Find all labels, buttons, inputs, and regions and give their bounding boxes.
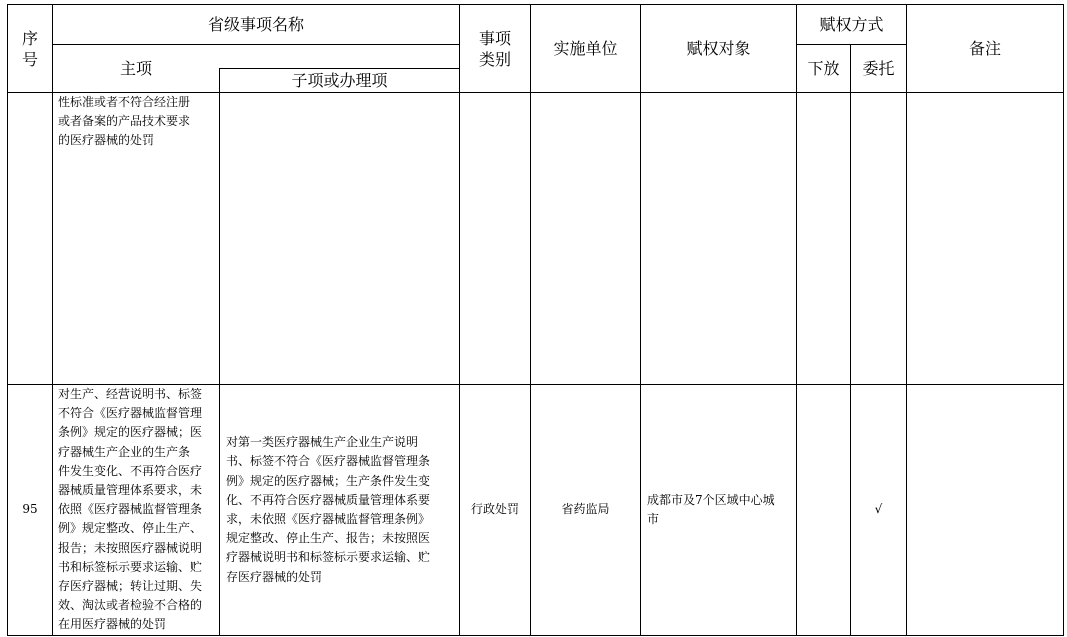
col-divider-main: [219, 68, 220, 636]
row-delegate-down: [797, 93, 850, 384]
row-category: [460, 93, 530, 384]
row-sub-item: 对第一类医疗器械生产企业生产说明 书、标签不符合《医疗器械监督管理条 例》规定的医疗器械；生产条件发生变 化、不再符合医疗器械质量管理体系要 求，未依照《医疗器械监督管理条例》 规定整改、停止生产、报告；未按照医 疗器械说明书和标签标示要求运输、贮 存医疗器械的处罚: [226, 435, 431, 584]
row-remarks: [907, 385, 1063, 635]
row-target: [641, 93, 796, 384]
row-unit: 省药监局: [561, 502, 610, 517]
row-remarks: [907, 93, 1063, 384]
header-target: 赋权对象: [686, 39, 751, 58]
row-seq: [8, 93, 52, 384]
row-seq: 95: [22, 502, 38, 517]
row-category: 行政处罚: [470, 502, 519, 517]
row-main-item: 性标准或者不符合经注册 或者备案的产品技术要求 的医疗器械的处罚: [58, 95, 191, 148]
header-seq: 序 号: [21, 28, 38, 69]
header-sub-item: 子项或办理项: [291, 71, 388, 90]
row-entrust-check: √: [874, 502, 883, 517]
header-delegate-down: 下放: [807, 59, 840, 78]
header-item-name: 省级事项名称: [207, 15, 304, 34]
header-entrust: 委托: [862, 59, 895, 78]
row-entrust: [851, 93, 906, 384]
header-category: 事项 类别: [478, 28, 511, 69]
row-delegate-down: [797, 385, 850, 635]
header-method: 赋权方式: [819, 15, 884, 34]
table-right-border: [1063, 4, 1064, 636]
row-target: 成都市及7个区域中心城 市: [647, 492, 775, 526]
row-main-item: 对生产、经营说明书、标签 不符合《医疗器械监督管理 条例》规定的医疗器械；医 疗器械生产企业的生产条 件发生变化、不再符合医疗 器械质量管理体系要求，未 依照《医疗器械监督管理条 例》规定整改、停止生产、 报告；未按照医疗器械说明 书和标签标示要求运输、贮 存医疗器械；转让过期、失 效、淘汰或者检验不合格的 在用医疗器械的处罚: [58, 387, 203, 632]
row-sub-item: [226, 93, 458, 384]
header-remarks: 备注: [968, 39, 1001, 58]
col-divider-seq: [52, 4, 53, 636]
header-unit: 实施单位: [553, 39, 618, 58]
row-unit: [531, 93, 640, 384]
header-main-item: 主项: [119, 59, 152, 78]
